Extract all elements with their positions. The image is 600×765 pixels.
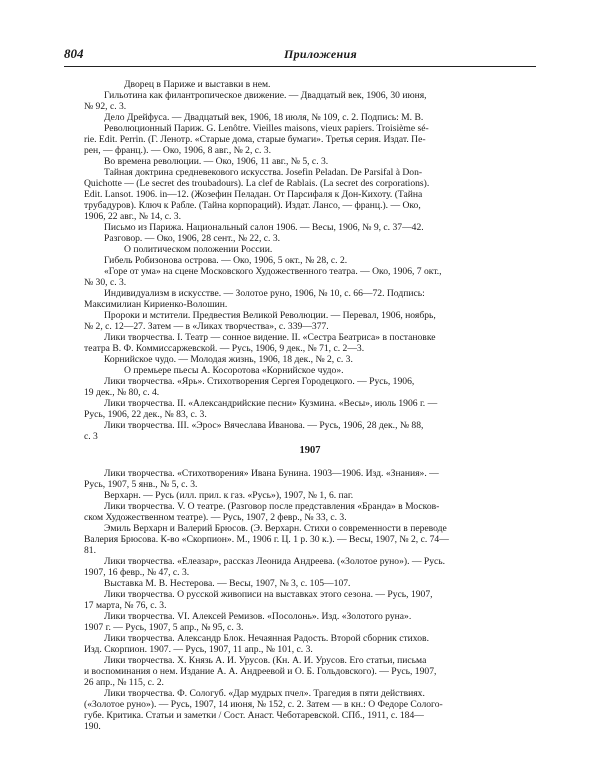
text-line: трубадуров). Ключ к Рабле. (Тайна корпораций). Издат. Лансо, — франц.). — Око, xyxy=(84,200,421,211)
text-line: Лики творчества. О русской живописи на выставках этого сезона. — Русь, 1907, xyxy=(104,589,433,600)
text-line: О политическом положении России. xyxy=(124,244,273,255)
text-line: Тайная доктрина средневекового искусства. Josefin Peladan. De Parsifal à Don- xyxy=(104,167,423,178)
text-line: Лики творчества. II. «Александрийские песни» Кузмина. «Весы», июль 1906 г. — xyxy=(104,398,438,409)
text-line: Дело Дрейфуса. — Двадцатый век, 1906, 18 июля, № 109, с. 2. Подпись: М. В. xyxy=(104,112,424,123)
text-line: 19 дек., № 80, с. 4. xyxy=(84,387,160,398)
text-line: Эмиль Верхарн и Валерий Брюсов. (Э. Верхарн. Стихи о современности в переводе xyxy=(104,523,447,534)
text-line: Гильотина как филантропическое движение. — Двадцатый век, 1906, 30 июня, xyxy=(104,90,427,101)
text-line: 26 апр., № 115, с. 2. xyxy=(84,677,164,688)
text-line: 17 марта, № 76, с. 3. xyxy=(84,600,167,611)
text-line: Лики творчества. Александр Блок. Нечаянная Радость. Второй сборник стихов. xyxy=(104,633,429,644)
entries-1907 xyxy=(84,468,536,732)
text-line: Лики творчества. III. «Эрос» Вячеслава Иванова. — Русь, 1906, 28 дек., № 88, xyxy=(104,420,424,431)
text-line: О премьере пьесы А. Косоротова «Корнийское чудо». xyxy=(124,365,344,376)
text-line: Лики творчества. Ф. Сологуб. «Дар мудрых пчел». Трагедия в пяти действиях. xyxy=(104,688,425,699)
text-line: rie. Edit. Perrin. (Г. Ленотр. «Старые дома, старые бумаги». Третья серия. Издат. Пе- xyxy=(84,134,426,145)
text-line: Разговор. — Око, 1906, 28 сент., № 22, с. 3. xyxy=(104,233,281,244)
text-line: «Горе от ума» на сцене Московского Художественного театра. — Око, 1906, 7 окт., xyxy=(104,266,442,277)
text-line: Лики творчества. I. Театр — сонное видение. II. «Сестра Беатриса» в постановке xyxy=(104,332,436,343)
text-line: Дворец в Париже и выставки в нем. xyxy=(124,79,271,90)
text-line: Изд. Скорпион. 1907. — Русь, 1907, 11 апр., № 101, с. 3. xyxy=(84,644,313,655)
text-line: рен, — франц.). — Око, 1906, 8 авг., № 2, с. 3. xyxy=(84,145,272,156)
text-line: Валерия Брюсова. К-во «Скорпион». М., 1906 г. Ц. 1 р. 30 к.). — Весы, 1907, № 2, с. 74— xyxy=(84,534,449,545)
text-line: Выставка М. В. Нестерова. — Весы, 1907, № 3, с. 105—107. xyxy=(104,578,351,589)
page-header xyxy=(64,44,536,67)
text-line: 81. xyxy=(84,545,96,556)
text-line: 1907 г. — Русь, 1907, 5 апр., № 95, с. 3. xyxy=(84,622,244,633)
text-line: ском Художественном театре). — Русь, 1907, 2 февр., № 33, с. 3. xyxy=(84,512,347,523)
text-line: Лики творчества. VI. Алексей Ремизов. «Посолонь». Изд. «Золотого руна». xyxy=(104,611,412,622)
text-line: Верхарн. — Русь (илл. прил. к газ. «Русь»), 1907, № 1, 6. паг. xyxy=(104,490,354,501)
text-line: Лики творчества. «Елеазар», рассказ Леонида Андреева. («Золотое руно»). — Русь. xyxy=(104,556,446,567)
text-line: Письмо из Парижа. Национальный салон 1906. — Весы, 1906, № 9, с. 37—42. xyxy=(104,222,424,233)
year-heading: 1907 xyxy=(299,445,321,456)
text-line: 1907, 16 февр., № 47, с. 3. xyxy=(84,567,190,578)
text-line: Edit. Lansot. 1906. in—12. (Жозефин Пеладан. От Парсифаля к Дон-Кихоту. (Тайна xyxy=(84,189,423,200)
text-line: Пророки и мстители. Предвестия Великой Революции. — Перевал, 1906, ноябрь, xyxy=(104,310,436,321)
text-line: № 2, с. 12—27. Затем — в «Ликах творчества», с. 339—377. xyxy=(84,321,329,332)
running-title: Приложения xyxy=(284,47,357,61)
text-line: 1906, 22 авг., № 14, с. 3. xyxy=(84,211,182,222)
text-line: и воспоминания о нем. Издание А. А. Андреевой и О. Б. Гольдовского). — Русь, 1907, xyxy=(84,666,437,677)
text-line: Гибель Робизоновa острова. — Око, 1906, 5 окт., № 28, с. 2. xyxy=(104,255,348,266)
text-line: театра В. Ф. Коммиссаржевской. — Русь, 1906, 9 дек., № 71, с. 2—3. xyxy=(84,343,365,354)
text-line: Лики творчества. «Ярь». Стихотворения Сергея Городецкого. — Русь, 1906, xyxy=(104,376,415,387)
text-line: Русь, 1906, 22 дек., № 83, с. 3. xyxy=(84,409,207,420)
text-line: Индивидуализм в искусстве. — Золотое руно, 1906, № 10, с. 66—72. Подпись: xyxy=(104,288,425,299)
text-line: губе. Критика. Статьи и заметки / Сост. Анаст. Чеботаревской. СПб., 1911, с. 184— xyxy=(84,710,424,721)
text-line: Максимилиан Кириенко-Волошин. xyxy=(84,299,228,310)
bibliography-body xyxy=(84,79,536,732)
text-line: с. 3 xyxy=(84,431,98,442)
entries-1906 xyxy=(84,79,536,442)
text-line: Quichotte — (Le secret des troubadours). La clef de Rablais. (La secret des corporations). xyxy=(84,178,430,189)
text-line: Русь, 1907, 5 янв., № 5, с. 3. xyxy=(84,479,198,490)
text-line: 190. xyxy=(84,721,101,732)
text-line: Лики творчества. V. О театре. (Разговор после представления «Бранда» в Москов- xyxy=(104,501,440,512)
text-line: Во времена революции. — Око, 1906, 11 авг., № 5, с. 3. xyxy=(104,156,329,167)
text-line: Революционный Париж. G. Lenôtre. Vieilles maisons, vieux papiers. Troisième sé- xyxy=(104,123,429,134)
text-line: № 30, с. 3. xyxy=(84,277,127,288)
text-line: Лики творчества. «Стихотворения» Ивана Бунина. 1903—1906. Изд. «Знания». — xyxy=(104,468,439,479)
text-line: Корнийское чудо. — Молодая жизнь, 1906, 18 дек., № 2, с. 3. xyxy=(104,354,353,365)
text-line: № 92, с. 3. xyxy=(84,101,127,112)
text-line: («Золотое руно»). — Русь, 1907, 14 июня, № 152, с. 2. Затем — в кн.: О Федоре Солого- xyxy=(84,699,443,710)
text-line: Лики творчества. X. Князь А. И. Урусов. (Кн. А. И. Урусов. Его статьи, письма xyxy=(104,655,427,666)
page-number: 804 xyxy=(64,46,84,61)
